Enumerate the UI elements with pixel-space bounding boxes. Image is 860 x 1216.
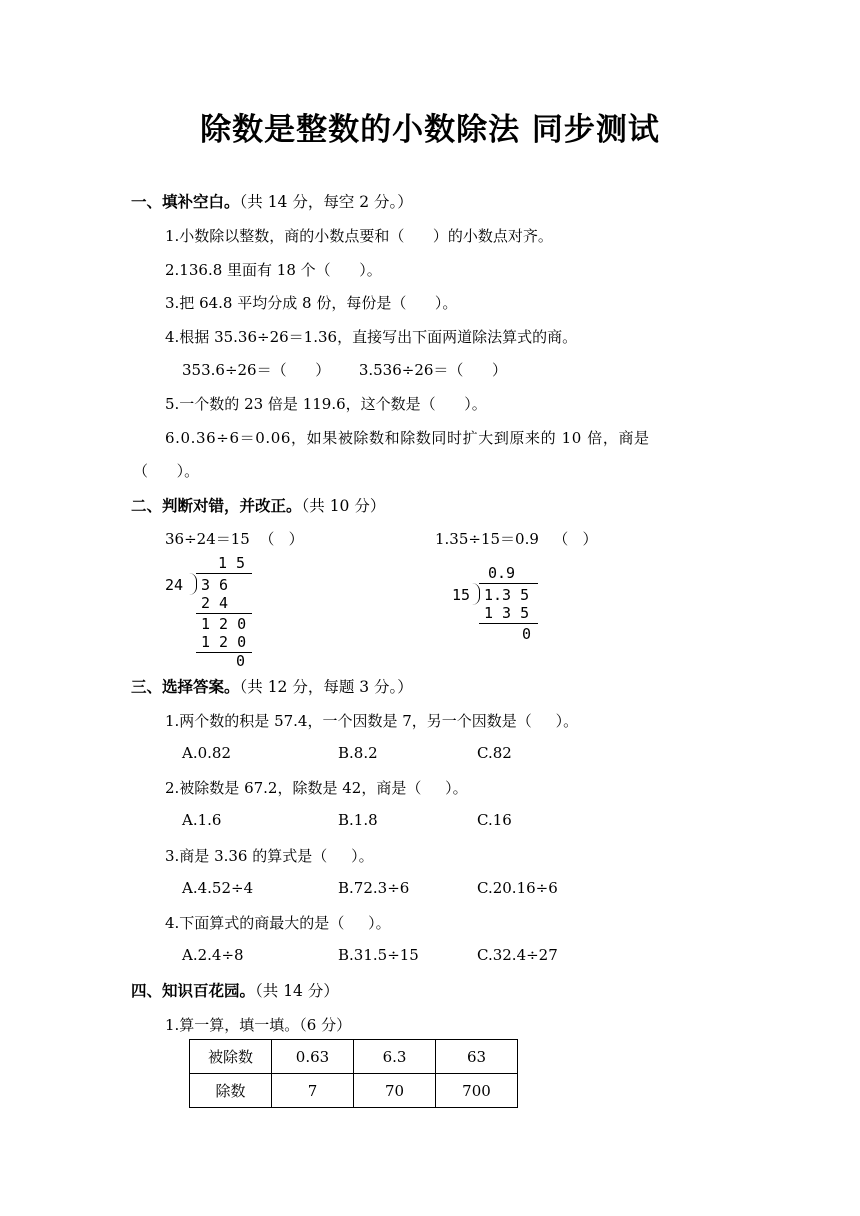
right-div-step-1: 1 3 5	[484, 604, 530, 622]
s3-question-3: 3.商是 3.36 的算式是（ ）。	[165, 847, 374, 865]
section-1-note: （共 14 分，每空 2 分。）	[239, 193, 413, 211]
division-table	[189, 1039, 518, 1108]
section-2-note: （共 10 分）	[301, 497, 386, 515]
s1-item-6-cont: （ ）。	[133, 462, 200, 480]
page-title: 除数是整数的小数除法 同步测试	[200, 112, 660, 148]
section-4-note: （共 14 分）	[255, 982, 339, 1000]
table-cell: 63	[436, 1040, 518, 1074]
left-div-step-3: 1 2 0	[201, 633, 247, 651]
table-header-cell: 除数	[190, 1074, 272, 1108]
section-1-heading	[131, 190, 413, 212]
s3-q4-option-c: C.32.4÷27	[477, 946, 558, 964]
table-cell: 0.63	[272, 1040, 354, 1074]
table-cell: 7	[272, 1074, 354, 1108]
section-3-note: （共 12 分，每题 3 分。）	[239, 678, 413, 696]
left-div-rule-1	[196, 613, 252, 614]
right-div-remainder: 0	[522, 625, 532, 643]
s3-question-2: 2.被除数是 67.2，除数是 42，商是（ ）。	[165, 779, 468, 797]
s3-question-1: 1.两个数的积是 57.4，一个因数是 7，另一个因数是（ ）。	[165, 712, 579, 730]
left-div-quotient: 1 5	[218, 554, 246, 572]
right-div-bracket	[472, 583, 480, 605]
s3-q3-option-c: C.20.16÷6	[477, 879, 558, 897]
left-div-top-rule	[196, 573, 252, 574]
s3-q1-option-a: A.0.82	[182, 744, 231, 762]
s4-question-1: 1.算一算，填一填。（6 分）	[165, 1016, 352, 1034]
s1-item-6: 6.0.36÷6＝0.06，如果被除数和除数同时扩大到原来的 10 倍，商是	[165, 429, 650, 447]
s3-question-4: 4.下面算式的商最大的是（ ）。	[165, 914, 391, 932]
s1-item-2: 2.136.8 里面有 18 个（ ）。	[165, 261, 382, 279]
s1-item-5: 5.一个数的 23 倍是 119.6，这个数是（ ）。	[165, 395, 487, 413]
table-cell: 70	[354, 1074, 436, 1108]
left-div-remainder: 0	[236, 652, 246, 670]
section-1-title: 一、填补空白。	[131, 193, 240, 211]
table-row	[190, 1074, 518, 1108]
left-div-divisor: 24	[165, 576, 184, 594]
s3-q3-option-b: B.72.3÷6	[338, 879, 410, 897]
s1-item-4: 4.根据 35.36÷26＝1.36，直接写出下面两道除法算式的商。	[165, 328, 578, 346]
left-div-step-1: 2 4	[201, 594, 229, 612]
s1-item-4-sub: 353.6÷26＝（ ） 3.536÷26＝（ ）	[182, 361, 508, 379]
section-3-heading	[131, 675, 413, 697]
s3-q1-option-b: B.8.2	[338, 744, 378, 762]
s3-q2-option-a: A.1.6	[182, 811, 222, 829]
s3-q4-option-b: B.31.5÷15	[338, 946, 419, 964]
right-div-top-rule	[479, 583, 538, 584]
section-2-title: 二、判断对错，并改正。	[131, 497, 302, 515]
s1-item-3: 3.把 64.8 平均分成 8 份，每份是（ ）。	[165, 294, 458, 312]
section-4-heading	[131, 979, 339, 1001]
right-div-quotient: 0.9	[488, 564, 516, 582]
s3-q2-option-b: B.1.8	[338, 811, 378, 829]
right-div-rule-1	[479, 623, 538, 624]
table-cell: 700	[436, 1074, 518, 1108]
section-2-heading	[131, 494, 385, 516]
left-div-bracket	[189, 573, 197, 595]
s1-item-1: 1.小数除以整数，商的小数点要和（ ）的小数点对齐。	[165, 227, 553, 245]
table-cell: 6.3	[354, 1040, 436, 1074]
left-div-dividend: 3 6	[201, 576, 229, 594]
right-div-divisor: 15	[452, 586, 471, 604]
s3-q1-option-c: C.82	[477, 744, 512, 762]
s2-left-equation: 36÷24＝15 （ ）	[165, 530, 304, 548]
s3-q4-option-a: A.2.4÷8	[182, 946, 244, 964]
section-3-title: 三、选择答案。	[131, 678, 240, 696]
s3-q2-option-c: C.16	[477, 811, 512, 829]
table-row	[190, 1040, 518, 1074]
table-header-cell: 被除数	[190, 1040, 272, 1074]
right-div-dividend: 1.3 5	[484, 586, 530, 604]
section-4-title: 四、知识百花园。	[131, 982, 256, 1000]
left-div-step-2: 1 2 0	[201, 615, 247, 633]
s3-q3-option-a: A.4.52÷4	[182, 879, 254, 897]
s2-right-equation: 1.35÷15＝0.9 （ ）	[435, 530, 598, 548]
